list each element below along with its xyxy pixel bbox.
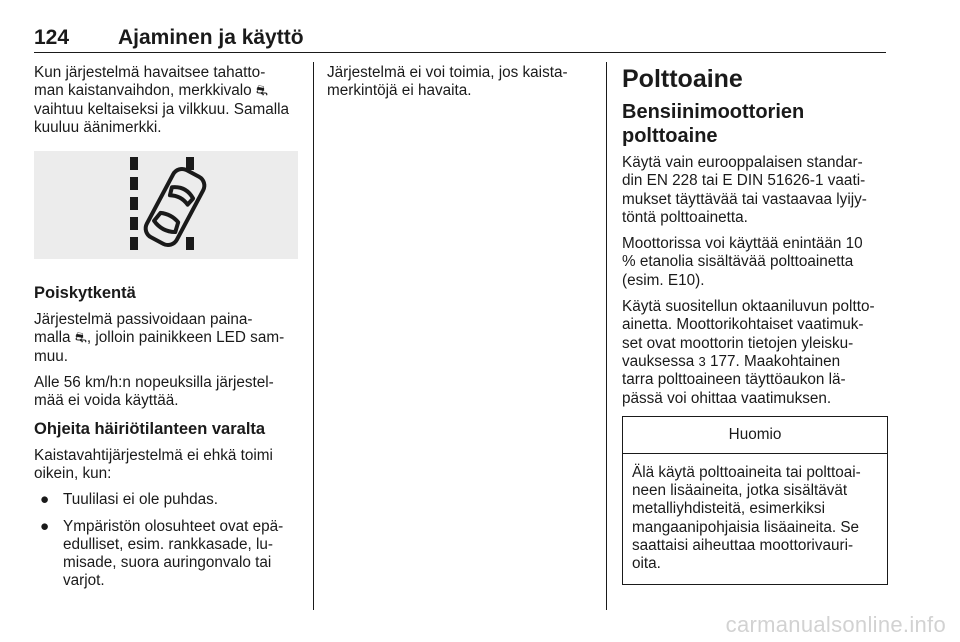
bullet-icon: ● — [40, 491, 50, 509]
page-title: Ajaminen ja käyttö — [118, 26, 304, 49]
ethanol-paragraph: Moottorissa voi käyttää enintään 10 % etanolia sisältävää polttoainetta (esim. E10). — [622, 235, 863, 289]
list-item: ● Tuulilasi ei ole puhdas. — [40, 491, 219, 509]
speed-paragraph: Alle 56 km/h:n nopeuksilla järjestel- mää ei voida käyttää. — [34, 374, 274, 410]
lane-departure-illustration — [34, 151, 298, 259]
column-3 — [622, 64, 888, 585]
lane-departure-icon: ⛐ — [74, 330, 87, 347]
section-title-fuel: Polttoaine — [622, 65, 743, 93]
car-outline — [142, 166, 208, 249]
disable-paragraph: Järjestelmä passivoidaan paina- malla ⛐, jolloin painikkeen LED sam- muu. — [34, 311, 285, 365]
column-2 — [327, 64, 593, 109]
column-divider-1 — [313, 62, 314, 610]
section-heading-troubleshooting: Ohjeita häiriötilanteen varalta — [34, 419, 266, 438]
intro-paragraph: Kun järjestelmä havaitsee tahatto- man kaistanvaihdon, merkkivalo ⛐ vaihtuu keltaiseksi ja vilkkuu. Samalla kuuluu äänimerkki. — [34, 64, 290, 136]
bullet-icon: ● — [40, 517, 50, 535]
troubleshooting-intro: Kaistavahtijärjestelmä ei ehkä toimi oikein, kun: — [34, 446, 273, 482]
fuel-standard-paragraph: Käytä vain eurooppalaisen standar- din EN 228 tai E DIN 51626-1 vaati- mukset täyttävää tai vastaavaa lyijy- töntä polttoainetta. — [622, 154, 867, 226]
lane-departure-icon: ⛐ — [255, 83, 269, 100]
column-divider-2 — [606, 62, 607, 610]
lane-departure-drawing — [34, 151, 298, 259]
notice-body: Älä käytä polttoaineita tai polttoai- neen lisäaineita, jotka sisältävät metalliyhdisteitä, esimerkiksi mangaanipohjaisia lisäaineita. Se saattaisi aiheuttaa moottorivauri- oita. — [632, 463, 861, 573]
page-header — [34, 24, 886, 53]
page-reference-arrow-icon: 3 — [698, 353, 706, 369]
subsection-title-petrol-fuel: Bensiinimoottorien polttoaine — [622, 101, 805, 147]
section-heading-disable: Poiskytkentä — [34, 284, 136, 303]
watermark: carmanualsonline.info — [725, 612, 946, 637]
page-number: 124 — [34, 26, 70, 49]
lane-marking-paragraph: Järjestelmä ei voi toimia, jos kaista- merkintöjä ei havaita. — [327, 64, 568, 100]
column-1 — [34, 64, 300, 599]
list-item: ● Ympäristön olosuhteet ovat epä- edulliset, esim. rankkasade, lu- misade, suora auringonvalo tai varjot. — [40, 517, 284, 590]
troubleshooting-list — [34, 491, 300, 590]
notice-title: Huomio — [623, 417, 887, 454]
notice-box — [622, 416, 888, 585]
octane-paragraph: Käytä suositellun oktaaniluvun poltto- ainetta. Moottorikohtaiset vaatimuk- set ovat moottorin tietojen yleisku- vauksessa 3 177. Maakohtainen tarra polttoaineen täyttöaukon lä- pässä voi ohittaa vaatimuksen. — [622, 298, 875, 407]
